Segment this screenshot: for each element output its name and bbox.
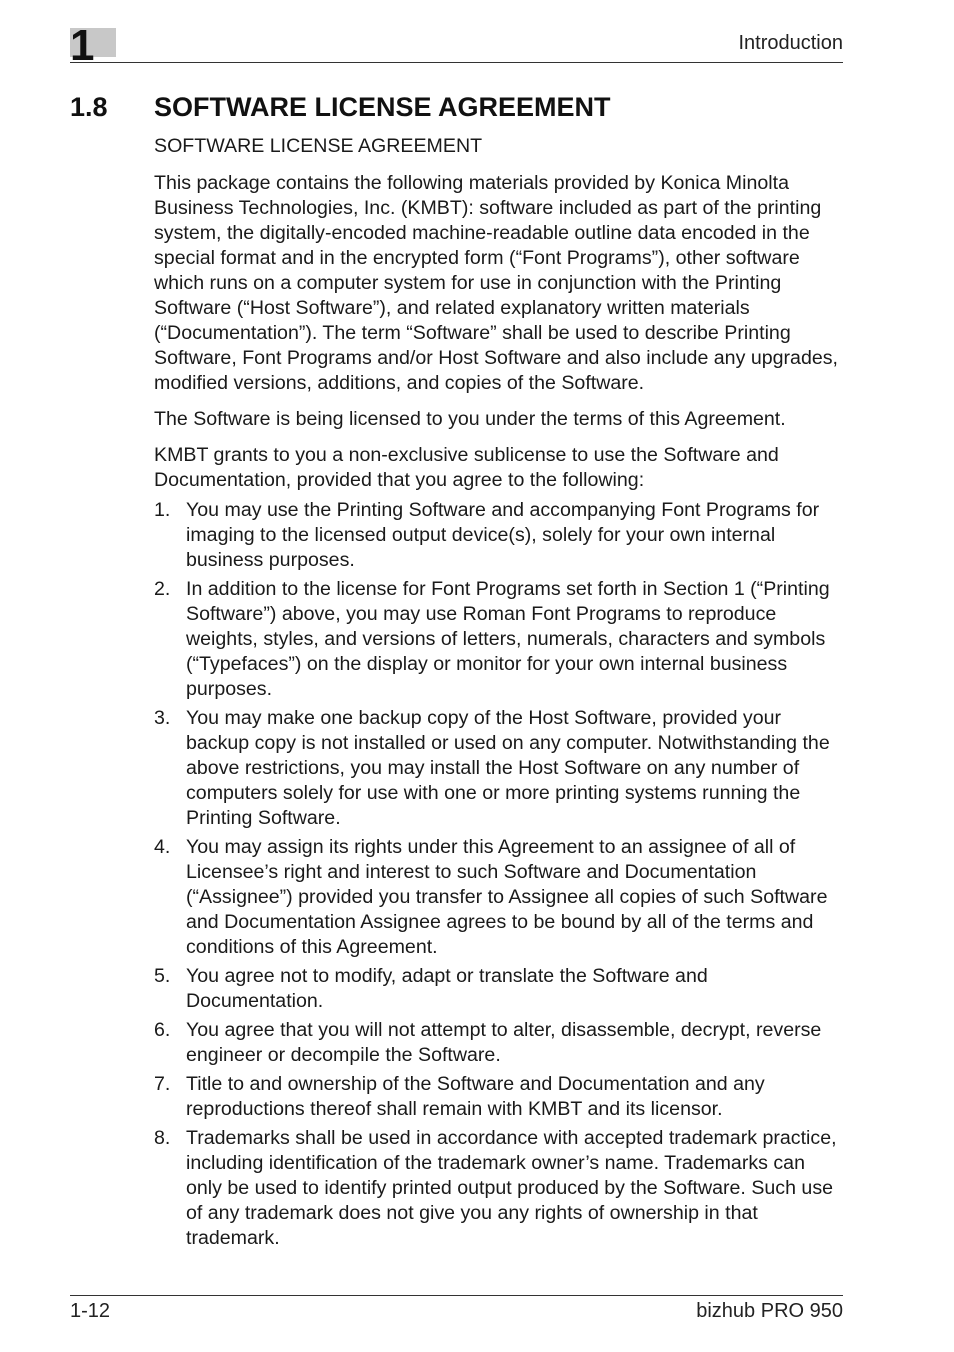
list-marker: 2. xyxy=(154,578,171,600)
license-terms-list xyxy=(154,498,844,1251)
list-item xyxy=(154,964,844,1014)
list-item-text: You agree not to modify, adapt or translate the Software and Documentation. xyxy=(186,965,708,1012)
page-number: 1-12 xyxy=(70,1300,111,1322)
list-item xyxy=(154,1072,844,1122)
running-header-title: Introduction xyxy=(738,32,843,54)
list-marker: 4. xyxy=(154,836,171,858)
chapter-number: 1 xyxy=(70,21,95,70)
list-item-text: You agree that you will not attempt to alter, disassemble, decrypt, reverse engineer or decompile the Software. xyxy=(186,1019,822,1066)
section-title: SOFTWARE LICENSE AGREEMENT xyxy=(154,92,611,122)
paragraph: This package contains the following materials provided by Konica Minolta Business Technologies, Inc. (KMBT): software included as part of the printing system, the digitally-encoded machine-readable outline data encoded in the special format and in the encrypted form (“Font Programs”), other software which runs on a computer system for use in conjunction with the Printing Software (“Host Software”), and related explanatory written materials (“Documentation”). The term “Software” shall be used to describe Printing Software, Font Programs and/or Host Software and also include any upgrades, modified versions, additions, and copies of the Software. xyxy=(154,172,838,394)
list-item-text: You may assign its rights under this Agreement to an assignee of all of Licensee’s right and interest to such Software and Documentation (“Assignee”) provided you transfer to Assignee all copies of such Software and Documentation Assignee agrees to be bound by all of the terms and conditions of this Agreement. xyxy=(186,836,828,958)
list-item-text: You may use the Printing Software and accompanying Font Programs for imaging to the licensed output device(s), solely for your own internal business purposes. xyxy=(186,499,820,571)
list-marker: 8. xyxy=(154,1127,171,1149)
header-divider xyxy=(70,62,843,63)
list-marker: 6. xyxy=(154,1019,171,1041)
section-number: 1.8 xyxy=(70,92,108,122)
list-item xyxy=(154,577,844,702)
list-marker: 3. xyxy=(154,707,171,729)
list-item xyxy=(154,498,844,573)
list-marker: 7. xyxy=(154,1073,171,1095)
paragraph: The Software is being licensed to you under the terms of this Agreement. xyxy=(154,408,786,430)
body-subtitle: SOFTWARE LICENSE AGREEMENT xyxy=(154,135,483,157)
list-item xyxy=(154,706,844,831)
product-name: bizhub PRO 950 xyxy=(696,1300,843,1322)
list-item-text: You may make one backup copy of the Host Software, provided your backup copy is not installed or used on any computer. Notwithstanding the above restrictions, you may install the Host Software on any number of computers solely for use with one or more printing systems running the Printing Software. xyxy=(186,707,830,829)
list-item-text: In addition to the license for Font Programs set forth in Section 1 (“Printing Software”) above, you may use Roman Font Programs to reproduce weights, styles, and versions of letters, numerals, characters and symbols (“Typefaces”) on the display or monitor for your own internal business purposes. xyxy=(186,578,830,700)
list-item-text: Trademarks shall be used in accordance with accepted trademark practice, including identification of the trademark owner’s name. Trademarks can only be used to identify printed output produced by the Software. Such use of any trademark does not give you any rights of ownership in that trademark. xyxy=(186,1127,837,1249)
list-item xyxy=(154,1126,844,1251)
list-marker: 5. xyxy=(154,965,171,987)
list-item xyxy=(154,1018,844,1068)
list-marker: 1. xyxy=(154,499,171,521)
paragraph: KMBT grants to you a non-exclusive sublicense to use the Software and Documentation, provided that you agree to the following: xyxy=(154,444,779,491)
section-heading xyxy=(70,92,611,123)
document-body xyxy=(154,134,844,1255)
list-item-text: Title to and ownership of the Software and Documentation and any reproductions thereof shall remain with KMBT and its licensor. xyxy=(186,1073,765,1120)
footer-divider xyxy=(70,1295,843,1296)
list-item xyxy=(154,835,844,960)
